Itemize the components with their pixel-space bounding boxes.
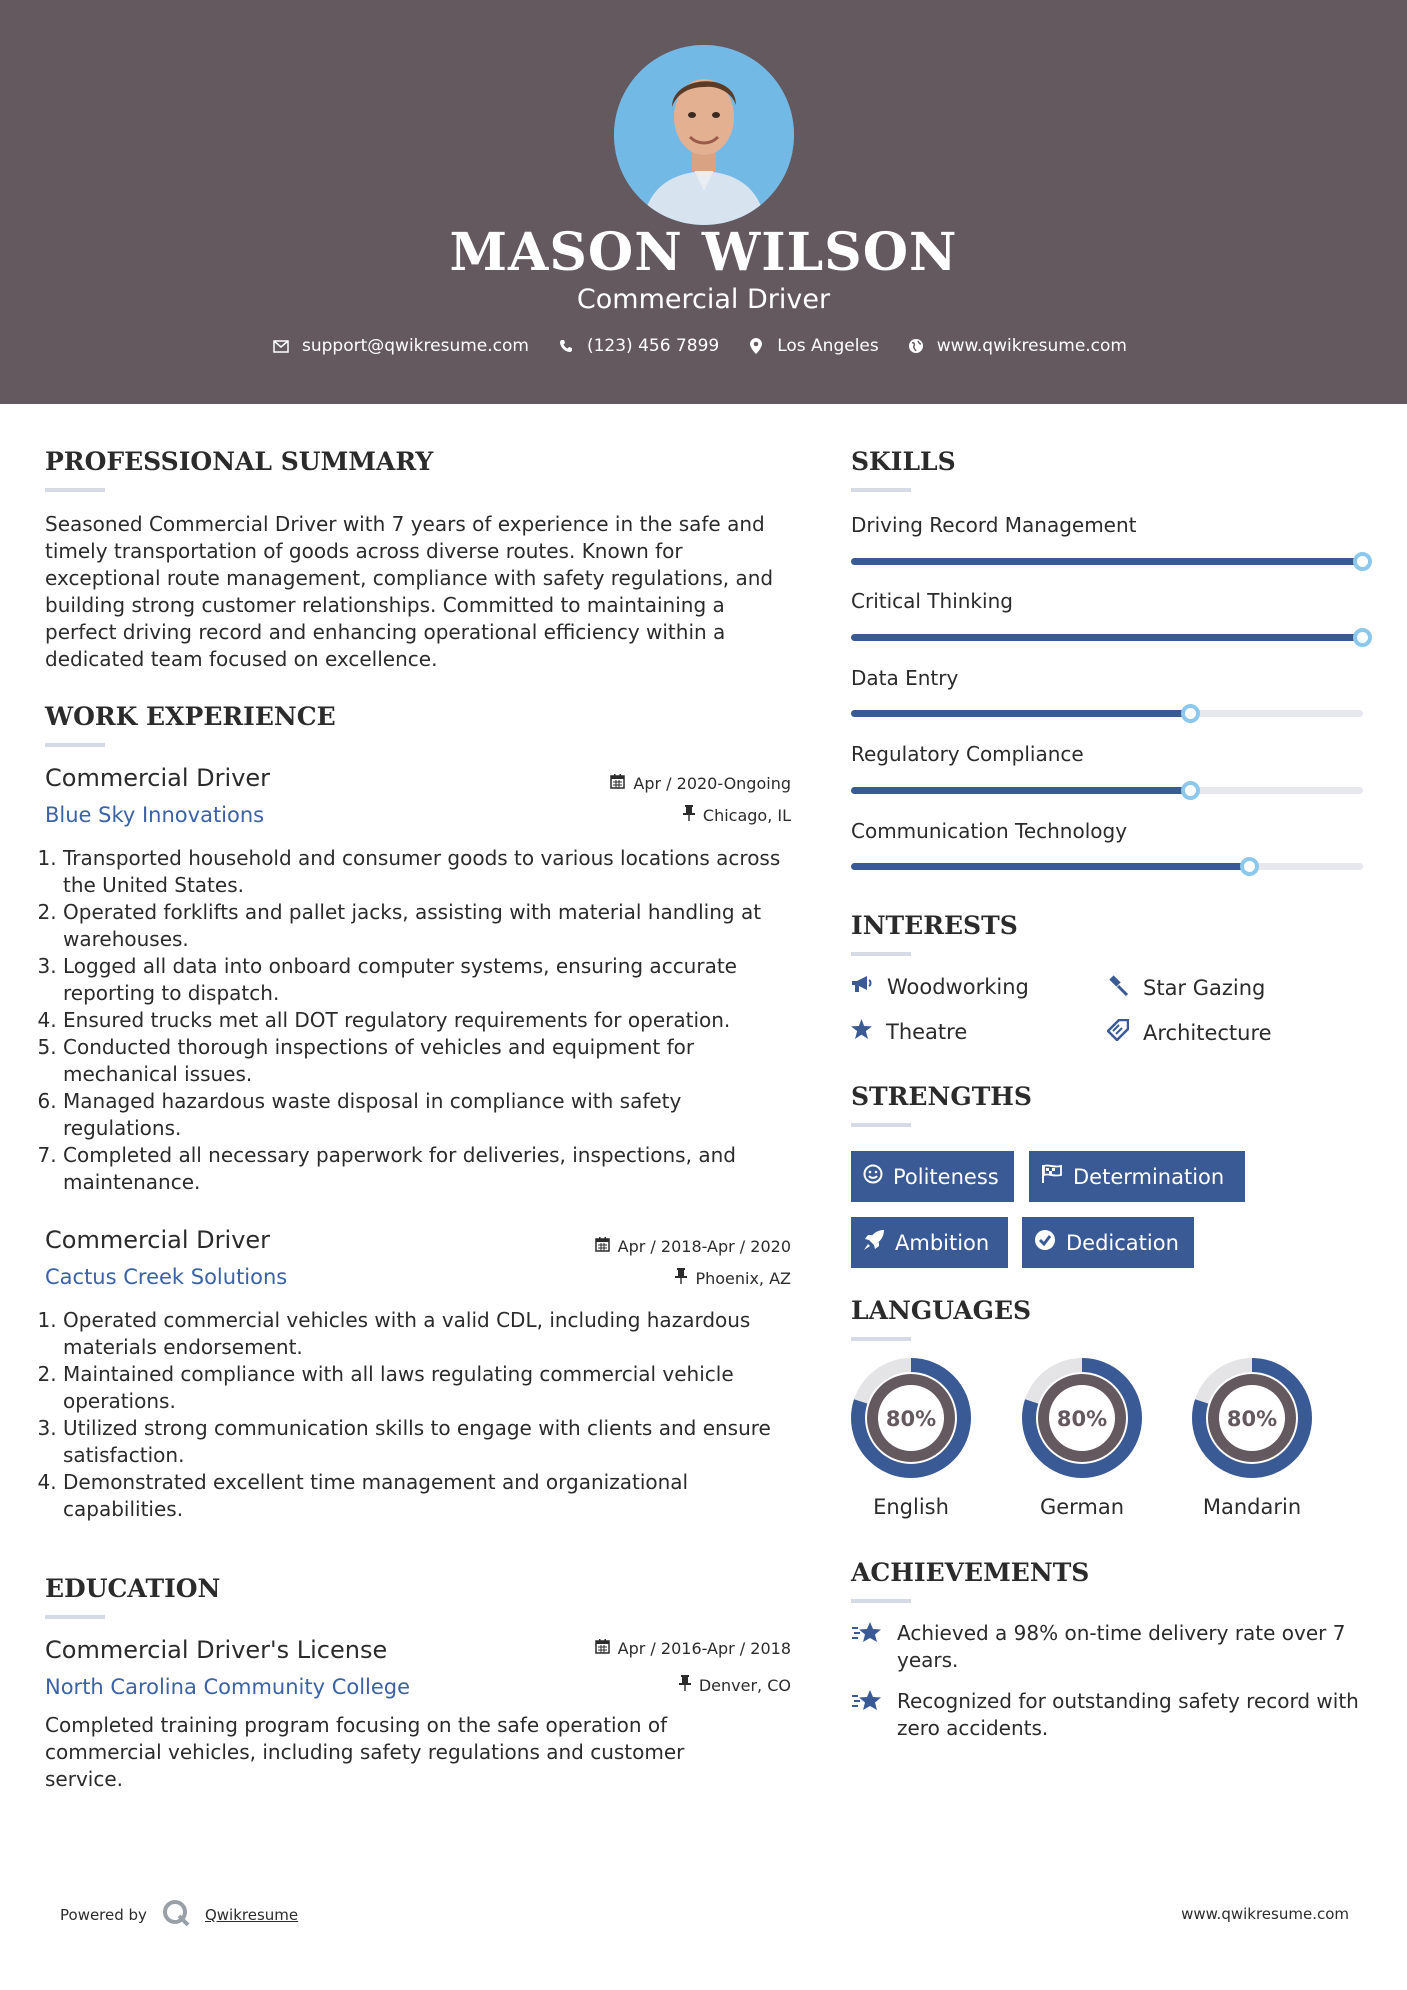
bullhorn-icon — [851, 974, 873, 999]
degree-title: Commercial Driver's License — [45, 1636, 388, 1664]
phone-text: (123) 456 7899 — [586, 336, 720, 356]
education-description: Completed training program focusing on the safe operation of commercial vehicles, including safety regulations and customer service. — [45, 1713, 685, 1791]
language-name: English — [873, 1495, 949, 1519]
location-text: Phoenix, AZ — [695, 1268, 791, 1288]
duty-item: 7. Completed all necessary paperwork for deliveries, inspections, and maintenance. — [63, 1142, 805, 1196]
contact-bar — [0, 336, 1407, 356]
footer-website[interactable]: www.qwikresume.com — [1181, 1905, 1349, 1923]
school-name: North Carolina Community College — [45, 1675, 411, 1699]
duty-item: 1. Transported household and consumer goods to various locations across the United States. — [63, 845, 805, 899]
experience-heading-underline — [45, 743, 105, 747]
shooting-star-icon — [851, 1620, 883, 1674]
skill-bar-knob — [1181, 704, 1200, 723]
education-location — [500, 1675, 791, 1695]
dates-text: Apr / 2016-Apr / 2018 — [617, 1638, 791, 1658]
language-percent-label: 80% — [1056, 1407, 1108, 1431]
job-title: Commercial Driver — [45, 1226, 271, 1254]
interest-label: Architecture — [1143, 1020, 1272, 1045]
brand-link[interactable]: Qwikresume — [204, 1906, 299, 1924]
person-portrait-icon — [614, 45, 794, 225]
skill-bar-fill — [851, 863, 1250, 870]
strength-label: Dedication — [1066, 1230, 1179, 1255]
skill-bar — [851, 558, 1363, 565]
rocket-icon — [863, 1229, 885, 1256]
contact-location — [747, 336, 879, 356]
strength-label: Politeness — [893, 1164, 999, 1189]
language-ring — [1021, 1357, 1143, 1479]
education-heading-underline — [45, 1615, 105, 1619]
achievement-item — [851, 1688, 1361, 1742]
summary-heading-underline — [45, 488, 105, 492]
achievement-text: Recognized for outstanding safety record with zero accidents. — [897, 1689, 1359, 1740]
duty-item: 3. Utilized strong communication skills to engage with clients and ensure satisfaction. — [63, 1415, 805, 1469]
powered-by-text: Powered by — [60, 1906, 147, 1924]
interests-heading: INTERESTS — [851, 911, 1018, 940]
candidate-title: Commercial Driver — [576, 284, 831, 315]
achievement-item — [851, 1620, 1361, 1674]
gavel-icon — [1107, 974, 1129, 1001]
education-heading: EDUCATION — [45, 1574, 221, 1603]
duties-list — [45, 1307, 805, 1523]
skills-heading-underline — [851, 488, 911, 492]
dates-text: Apr / 2020-Ongoing — [633, 773, 791, 793]
phone-icon — [557, 337, 575, 355]
job-location — [500, 1268, 791, 1288]
skill-name: Regulatory Compliance — [851, 742, 1084, 766]
skill-bar — [851, 710, 1363, 717]
calendar-icon — [595, 1638, 610, 1658]
job-dates — [500, 1236, 791, 1256]
job-location — [500, 805, 791, 825]
interest-item — [1107, 1019, 1272, 1046]
strength-badge — [851, 1151, 1014, 1202]
language-percent-label: 80% — [885, 1407, 937, 1431]
duty-item: 1. Operated commercial vehicles with a valid CDL, including hazardous materials endorsement. — [63, 1307, 805, 1361]
skill-name: Communication Technology — [851, 819, 1128, 843]
language-donut — [1191, 1357, 1313, 1479]
achievements-heading-underline — [851, 1599, 911, 1603]
interest-item — [851, 1019, 967, 1044]
interests-heading-underline — [851, 952, 911, 956]
skills-heading: SKILLS — [851, 447, 956, 476]
duties-list — [45, 845, 805, 1196]
language-donut — [1021, 1357, 1143, 1479]
experience-heading: WORK EXPERIENCE — [45, 702, 336, 731]
duty-item: 6. Managed hazardous waste disposal in compliance with safety regulations. — [63, 1088, 805, 1142]
duty-item: 4. Demonstrated excellent time management and organizational capabilities. — [63, 1469, 805, 1523]
skill-bar-fill — [851, 710, 1191, 717]
job-dates — [500, 773, 791, 793]
language-ring — [1191, 1357, 1313, 1479]
achievements-heading: ACHIEVEMENTS — [851, 1558, 1090, 1587]
smile-icon — [863, 1164, 883, 1189]
candidate-name: MASON WILSON — [449, 222, 958, 283]
skill-bar — [851, 787, 1363, 794]
summary-text: Seasoned Commercial Driver with 7 years of experience in the safe and timely transportation of goods across diverse routes. Known for exceptional route management, compliance with safety regulations, and building strong customer relationships. Committed to maintaining a perfect driving record and enhancing operational efficiency within a dedicated team focused on excellence. — [45, 512, 774, 671]
skill-bar — [851, 863, 1363, 870]
education-dates — [500, 1638, 791, 1658]
tag-icon — [1107, 1019, 1129, 1046]
email-text: support@qwikresume.com — [302, 336, 529, 356]
location-text: Denver, CO — [698, 1675, 791, 1695]
strength-badge — [1022, 1217, 1194, 1268]
contact-website[interactable] — [907, 336, 1127, 356]
strengths-heading: STRENGTHS — [851, 1082, 1032, 1111]
company-name: Blue Sky Innovations — [45, 803, 265, 827]
interest-label: Star Gazing — [1143, 975, 1266, 1000]
check-circle-icon — [1034, 1229, 1056, 1256]
job-title: Commercial Driver — [45, 764, 271, 792]
envelope-icon — [272, 337, 290, 355]
location-text: Los Angeles — [777, 336, 879, 356]
duty-item: 2. Operated forklifts and pallet jacks, assisting with material handling at warehouses. — [63, 899, 805, 953]
skill-bar-fill — [851, 634, 1363, 641]
duty-item: 4. Ensured trucks met all DOT regulatory requirements for operation. — [63, 1007, 805, 1034]
summary-heading: PROFESSIONAL SUMMARY — [45, 447, 434, 476]
language-name: Mandarin — [1202, 1495, 1302, 1519]
duty-item: 2. Maintained compliance with all laws regulating commercial vehicle operations. — [63, 1361, 805, 1415]
language-donut — [850, 1357, 972, 1479]
calendar-icon — [595, 1236, 610, 1256]
pushpin-icon — [675, 1268, 687, 1288]
footer-branding — [60, 1898, 298, 1932]
skill-name: Data Entry — [851, 666, 959, 690]
strengths-heading-underline — [851, 1123, 911, 1127]
skill-bar-fill — [851, 558, 1363, 565]
skill-bar-knob — [1353, 552, 1372, 571]
skill-bar — [851, 634, 1363, 641]
pushpin-icon — [679, 1675, 691, 1695]
map-pin-icon — [747, 337, 765, 355]
dates-text: Apr / 2018-Apr / 2020 — [617, 1236, 791, 1256]
interest-label: Theatre — [886, 1019, 968, 1044]
flag-icon — [1041, 1164, 1063, 1189]
strength-badge — [1029, 1151, 1245, 1202]
language-name: German — [1039, 1495, 1125, 1519]
star-icon — [851, 1019, 872, 1044]
duty-item: 5. Conducted thorough inspections of vehicles and equipment for mechanical issues. — [63, 1034, 805, 1088]
languages-heading-underline — [851, 1337, 911, 1341]
skill-name: Driving Record Management — [851, 513, 1137, 537]
strength-label: Determination — [1073, 1164, 1225, 1189]
language-percent-label: 80% — [1226, 1407, 1278, 1431]
strength-badge — [851, 1217, 1008, 1268]
skill-bar-knob — [1240, 857, 1259, 876]
company-name: Cactus Creek Solutions — [45, 1265, 288, 1289]
duty-item: 3. Logged all data into onboard computer systems, ensuring accurate reporting to dispatch. — [63, 953, 805, 1007]
qwikresume-logo-icon — [161, 1898, 191, 1932]
achievement-text: Achieved a 98% on-time delivery rate over 7 years. — [897, 1621, 1346, 1672]
strength-label: Ambition — [895, 1230, 990, 1255]
calendar-icon — [610, 773, 625, 793]
profile-photo — [614, 45, 794, 225]
contact-email[interactable] — [272, 336, 529, 356]
skill-name: Critical Thinking — [851, 589, 1013, 613]
languages-heading: LANGUAGES — [851, 1296, 1032, 1325]
interest-item — [1107, 974, 1265, 1001]
resume-header — [0, 0, 1407, 404]
skill-bar-knob — [1353, 628, 1372, 647]
language-ring — [850, 1357, 972, 1479]
interest-item — [851, 974, 1029, 999]
pushpin-icon — [683, 805, 695, 825]
skill-bar-knob — [1181, 781, 1200, 800]
interest-label: Woodworking — [887, 974, 1029, 999]
shooting-star-icon — [851, 1688, 883, 1742]
contact-phone[interactable] — [557, 336, 719, 356]
globe-icon — [907, 337, 925, 355]
location-text: Chicago, IL — [702, 805, 791, 825]
website-text: www.qwikresume.com — [936, 336, 1127, 356]
skill-bar-fill — [851, 787, 1191, 794]
